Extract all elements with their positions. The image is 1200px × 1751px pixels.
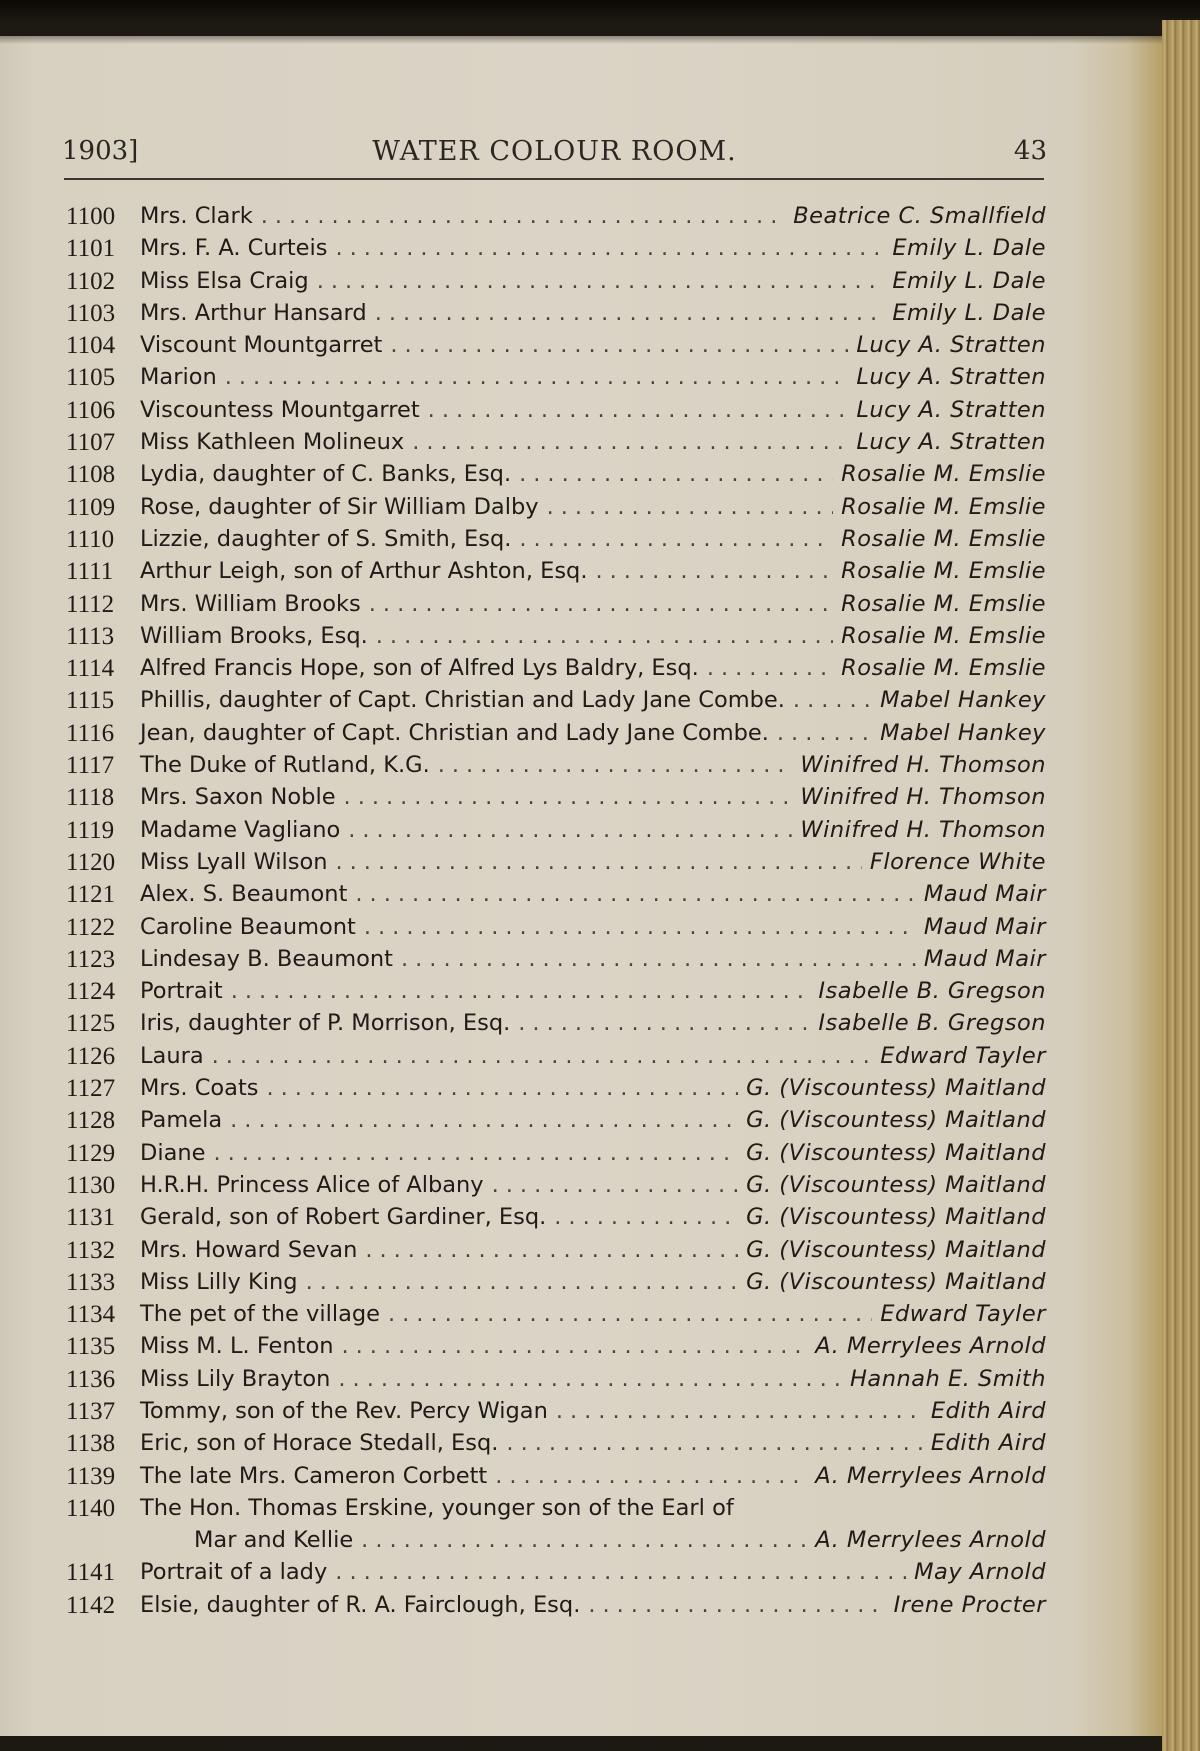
leader-dots [261,203,785,229]
entry-number: 1137 [66,1397,116,1425]
leader-dots [361,1527,807,1553]
catalogue-entry [66,461,1046,493]
catalogue-entry [66,881,1046,913]
catalogue-entry [66,817,1046,849]
entry-title: Portrait [140,978,223,1005]
page-title: WATER COLOUR ROOM. [372,136,737,167]
leader-dots [388,1301,872,1327]
catalogue-entry [66,1301,1046,1333]
catalogue-entry [66,687,1046,719]
catalogue-entry [66,1398,1046,1430]
entry-title: Alfred Francis Hope, son of Alfred Lys Baldry, Esq. [140,655,699,682]
entry-artist: Isabelle B. Gregson [818,978,1046,1005]
catalogue-entry [66,558,1046,590]
entry-artist: Edith Aird [930,1397,1046,1424]
leader-dots [492,1172,738,1198]
catalogue-entry [66,235,1046,267]
entry-line [140,1366,1046,1392]
entry-line [140,1075,1046,1101]
page-top-shadow [0,0,1200,44]
entry-artist: Rosalie M. Emslie [841,493,1046,520]
entry-number: 1130 [66,1171,116,1199]
catalogue-entry [66,752,1046,784]
header-rule [64,178,1044,180]
entry-title: Laura [140,1042,204,1069]
entry-title: Mrs. Saxon Noble [140,784,336,811]
entry-title: The late Mrs. Cameron Corbett [140,1462,488,1489]
entry-artist: Florence White [869,848,1046,875]
entry-title: Diane [140,1139,206,1166]
entry-number: 1101 [66,235,116,263]
entry-line [140,1237,1046,1263]
entry-number: 1110 [66,525,115,553]
leader-dots [365,1237,738,1263]
entry-line [140,1398,1046,1424]
entry-line [140,1269,1046,1295]
entry-number: 1103 [66,299,116,327]
entry-title: Lindesay B. Beaumont [140,945,393,972]
entry-artist: Mabel Hankey [880,687,1046,714]
entry-number: 1108 [66,461,116,489]
entry-title: Mrs. Coats [140,1075,259,1102]
catalogue-entry [66,1333,1046,1365]
entry-title: Tommy, son of the Rev. Percy Wigan [140,1397,548,1424]
entry-number: 1135 [66,1333,116,1361]
leader-dots [355,881,916,907]
leader-dots [364,914,916,940]
entry-title: The Duke of Rutland, K.G. [140,752,430,779]
entry-line [140,235,1046,261]
entry-title: Phillis, daughter of Capt. Christian and Lady Jane Combe. [140,687,785,714]
entry-line [140,752,1046,778]
leader-dots [348,817,792,843]
leader-dots [401,946,916,972]
entry-line [140,946,1046,972]
entry-artist: G. (Viscountess) Maitland [746,1204,1046,1231]
entry-number: 1123 [66,945,116,973]
entry-artist: Emily L. Dale [892,267,1046,294]
entry-line [140,1301,1046,1327]
entry-title-continued: Mar and Kellie [194,1527,354,1554]
entry-title: Eric, son of Horace Stedall, Esq. [140,1430,499,1457]
catalogue-entry [66,1495,1046,1527]
entry-number: 1126 [66,1042,116,1070]
catalogue-entry [66,591,1046,623]
entry-line [140,591,1046,617]
leader-dots [335,235,884,261]
entry-line [140,364,1046,390]
entry-artist: G. (Viscountess) Maitland [746,1171,1046,1198]
leader-dots [519,526,833,552]
leader-dots [438,752,793,778]
leader-dots [306,1269,738,1295]
leader-dots [375,300,885,326]
leader-dots [793,687,872,713]
entry-line [140,1527,1046,1553]
entry-line [140,817,1046,843]
leader-dots [777,720,872,746]
leader-dots [707,655,833,681]
entry-artist: Rosalie M. Emslie [841,461,1046,488]
entry-line [140,720,1046,746]
entry-title: Elsie, daughter of R. A. Fairclough, Esq. [140,1591,581,1618]
leader-dots [230,1107,738,1133]
catalogue-entry [66,300,1046,332]
entry-number: 1114 [66,655,115,683]
entry-artist: Winifred H. Thomson [800,784,1046,811]
entry-title: Lizzie, daughter of S. Smith, Esq. [140,525,512,552]
catalogue-entry [66,1140,1046,1172]
entry-title: Pamela [140,1107,223,1134]
entry-number: 1105 [66,364,116,392]
entry-line [140,1043,1046,1069]
leader-dots [369,591,833,617]
entry-title: Portrait of a lady [140,1559,328,1586]
entry-number: 1127 [66,1075,116,1103]
leader-dots [547,494,834,520]
entry-artist: A. Merrylees Arnold [815,1333,1046,1360]
entry-artist: Winifred H. Thomson [800,816,1046,843]
entry-line [140,1172,1046,1198]
entry-artist: Rosalie M. Emslie [841,525,1046,552]
entry-line [140,1430,1046,1456]
entry-number: 1121 [66,881,116,909]
entry-artist: Rosalie M. Emslie [841,622,1046,649]
entry-number: 1131 [66,1204,116,1232]
running-header [62,136,1047,176]
catalogue-entry [66,203,1046,235]
leader-dots [335,1559,906,1585]
catalogue-entry [66,494,1046,526]
leader-dots [506,1430,922,1456]
entry-number: 1140 [66,1494,116,1522]
entry-artist: May Arnold [914,1559,1046,1586]
catalogue-entry [66,720,1046,752]
entry-number: 1122 [66,913,116,941]
entry-number: 1100 [66,203,116,230]
entry-line [140,203,1046,229]
page-number: 43 [1013,136,1047,166]
entry-title: Marion [140,364,217,391]
entry-number: 1138 [66,1430,116,1458]
leader-dots [588,1592,885,1618]
catalogue-entry [66,332,1046,364]
catalogue-entry [66,623,1046,655]
entry-title: Madame Vagliano [140,816,341,843]
catalogue-entry [66,1043,1046,1075]
entry-number: 1115 [66,687,115,715]
entry-title: The pet of the village [140,1301,380,1328]
entry-number: 1106 [66,396,116,424]
leader-dots [376,623,833,649]
entry-number: 1102 [66,267,116,295]
gilded-page-edge [1162,20,1200,1751]
catalogue-entry-continuation [66,1527,1046,1559]
entry-artist: Maud Mair [923,881,1046,908]
entry-number: 1111 [66,558,114,586]
entry-artist: Rosalie M. Emslie [841,590,1046,617]
entry-artist: Maud Mair [923,913,1046,940]
entry-artist: Emily L. Dale [892,235,1046,262]
entry-number: 1119 [66,816,115,844]
catalogue-entry [66,1204,1046,1236]
catalogue-list [66,203,1046,1624]
entry-title: Miss M. L. Fenton [140,1333,334,1360]
catalogue-entry [66,1107,1046,1139]
entry-artist: G. (Viscountess) Maitland [746,1139,1046,1166]
entry-title: Mrs. Arthur Hansard [140,299,367,326]
entry-line [140,526,1046,552]
entry-line [140,1592,1046,1618]
catalogue-entry [66,784,1046,816]
entry-artist: Isabelle B. Gregson [818,1010,1046,1037]
catalogue-entry [66,268,1046,300]
entry-title: William Brooks, Esq. [140,622,368,649]
entry-artist: Hannah E. Smith [850,1365,1046,1392]
entry-line [140,1333,1046,1359]
entry-title: Jean, daughter of Capt. Christian and Lady Jane Combe. [140,719,769,746]
entry-line [140,461,1046,487]
entry-line [140,1559,1046,1585]
leader-dots [495,1463,807,1489]
entry-title: Lydia, daughter of C. Banks, Esq. [140,461,512,488]
catalogue-entry [66,946,1046,978]
entry-line [140,1204,1046,1230]
leader-dots [390,332,848,358]
entry-number: 1109 [66,493,116,521]
entry-title: Viscount Mountgarret [140,332,383,359]
entry-artist: Mabel Hankey [880,719,1046,746]
leader-dots [341,1333,807,1359]
entry-line [140,494,1046,520]
header-year: 1903] [62,136,139,166]
leader-dots [428,397,849,423]
catalogue-entry [66,1559,1046,1591]
entry-line [140,978,1046,1004]
entry-number: 1117 [66,752,115,780]
entry-number: 1132 [66,1236,116,1264]
leader-dots [344,784,793,810]
catalogue-entry [66,526,1046,558]
entry-artist: Lucy A. Stratten [856,332,1046,359]
entry-title: Arthur Leigh, son of Arthur Ashton, Esq. [140,558,588,585]
entry-number: 1113 [66,622,115,650]
entry-title: Rose, daughter of Sir William Dalby [140,493,539,520]
entry-line [140,332,1046,358]
entry-artist: G. (Viscountess) Maitland [746,1075,1046,1102]
catalogue-entry [66,1430,1046,1462]
catalogue-entry [66,397,1046,429]
entry-line [140,784,1046,810]
entry-number: 1128 [66,1107,116,1135]
entry-artist: Rosalie M. Emslie [841,558,1046,585]
entry-line [140,397,1046,423]
entry-number: 1118 [66,784,115,812]
leader-dots [212,1043,873,1069]
entry-number: 1124 [66,978,116,1006]
entry-line [140,268,1046,294]
entry-line [140,687,1046,713]
entry-artist: Lucy A. Stratten [856,429,1046,456]
leader-dots [336,849,862,875]
entry-title: Miss Lily Brayton [140,1365,331,1392]
entry-line [140,881,1046,907]
leader-dots [519,461,833,487]
catalogue-entry [66,1366,1046,1398]
entry-title: Mrs. Clark [140,203,253,229]
entry-artist: G. (Viscountess) Maitland [746,1236,1046,1263]
entry-artist: A. Merrylees Arnold [815,1527,1046,1554]
leader-dots [213,1140,738,1166]
catalogue-entry [66,1075,1046,1107]
catalogue-entry [66,1237,1046,1269]
entry-number: 1112 [66,590,115,618]
entry-line [140,429,1046,455]
entry-line [140,1107,1046,1133]
entry-title: Miss Elsa Craig [140,267,309,294]
entry-title: Caroline Beaumont [140,913,356,940]
leader-dots [338,1366,842,1392]
entry-artist: A. Merrylees Arnold [815,1462,1046,1489]
entry-number: 1139 [66,1462,116,1490]
entry-title: The Hon. Thomas Erskine, younger son of the Earl of [140,1494,734,1521]
entry-number: 1107 [66,429,116,457]
entry-title: Iris, daughter of P. Morrison, Esq. [140,1010,511,1037]
entry-number: 1133 [66,1268,116,1296]
entry-number: 1116 [66,719,115,747]
entry-title: Mrs. William Brooks [140,590,361,617]
catalogue-entry [66,978,1046,1010]
leader-dots [554,1204,738,1230]
entry-artist: G. (Viscountess) Maitland [746,1268,1046,1295]
entry-number: 1129 [66,1139,116,1167]
entry-title: H.R.H. Princess Alice of Albany [140,1171,484,1198]
entry-artist: Beatrice C. Smallfield [793,203,1046,229]
catalogue-entry [66,849,1046,881]
catalogue-entry [66,1592,1046,1624]
entry-number: 1136 [66,1365,116,1393]
entry-title: Alex. S. Beaumont [140,881,348,908]
entry-number: 1104 [66,332,116,360]
catalogue-entry [66,1172,1046,1204]
entry-artist: Lucy A. Stratten [856,396,1046,423]
catalogue-entry [66,429,1046,461]
entry-title: Gerald, son of Robert Gardiner, Esq. [140,1204,547,1231]
entry-artist: Lucy A. Stratten [856,364,1046,391]
entry-line [140,1495,1046,1521]
entry-line [140,300,1046,326]
entry-title: Mrs. F. A. Curteis [140,235,328,262]
entry-title: Mrs. Howard Sevan [140,1236,358,1263]
entry-number: 1134 [66,1301,116,1329]
leader-dots [412,429,848,455]
entry-artist: Maud Mair [923,945,1046,972]
catalogue-entry [66,914,1046,946]
entry-line [140,1140,1046,1166]
entry-line [140,849,1046,875]
leader-dots [317,268,885,294]
entry-artist: G. (Viscountess) Maitland [746,1107,1046,1134]
catalogue-entry [66,655,1046,687]
leader-dots [231,978,811,1004]
leader-dots [518,1010,810,1036]
entry-title: Miss Lilly King [140,1268,298,1295]
entry-title: Miss Lyall Wilson [140,848,328,875]
leader-dots [225,364,849,390]
entry-artist: Rosalie M. Emslie [841,655,1046,682]
entry-line [140,655,1046,681]
catalogue-entry [66,1010,1046,1042]
catalogue-entry [66,1463,1046,1495]
entry-line [140,1463,1046,1489]
catalogue-entry [66,1269,1046,1301]
entry-artist: Winifred H. Thomson [800,752,1046,779]
entry-line [140,914,1046,940]
entry-artist: Emily L. Dale [892,299,1046,326]
entry-artist: Irene Procter [893,1591,1046,1618]
entry-artist: Edith Aird [930,1430,1046,1457]
entry-number: 1120 [66,848,116,876]
entry-number: 1142 [66,1591,116,1619]
catalogue-entry [66,364,1046,396]
entry-title: Viscountess Mountgarret [140,396,420,423]
entry-artist: Edward Tayler [880,1301,1046,1328]
entry-line [140,558,1046,584]
leader-dots [556,1398,923,1424]
entry-number: 1141 [66,1559,116,1587]
entry-line [140,1010,1046,1036]
leader-dots [267,1075,739,1101]
leader-dots [596,558,834,584]
entry-line [140,623,1046,649]
entry-number: 1125 [66,1010,116,1038]
entry-title: Miss Kathleen Molineux [140,429,405,456]
entry-artist: Edward Tayler [880,1042,1046,1069]
